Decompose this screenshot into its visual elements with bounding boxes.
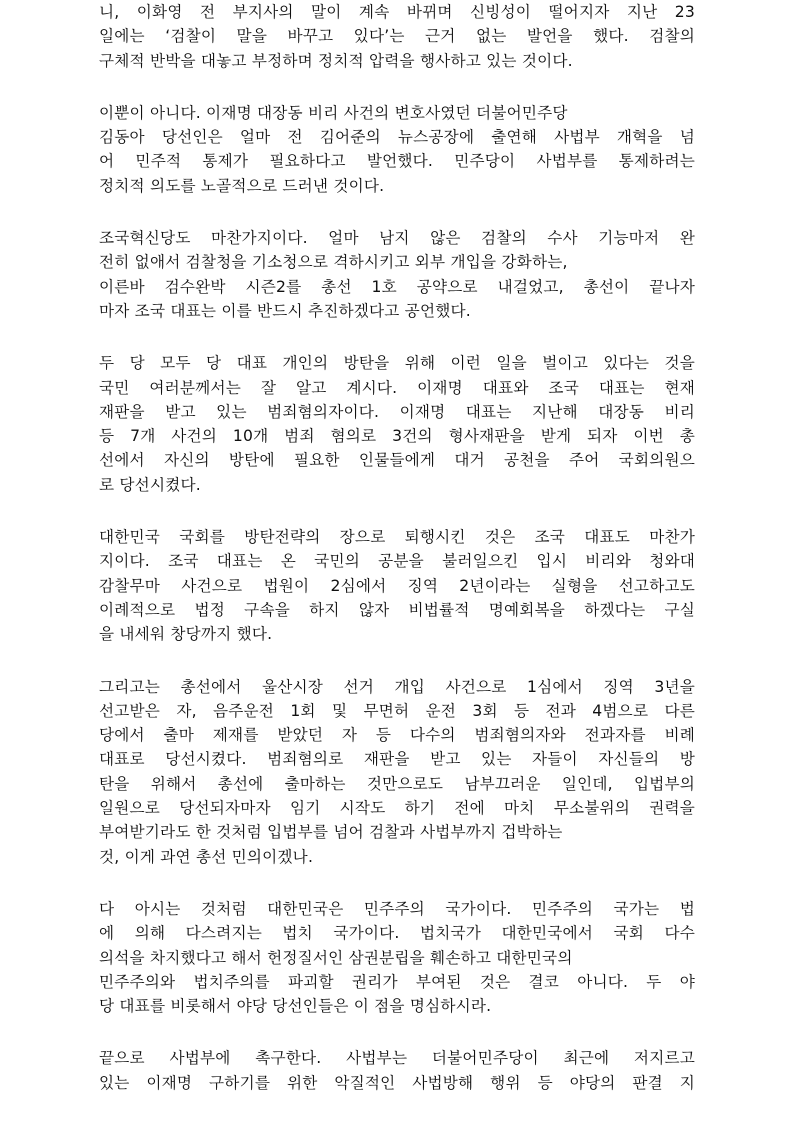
text-line: 정치적 의도를 노골적으로 드러낸 것이다. bbox=[99, 176, 385, 195]
text-line: 재판을 받고 있는 범죄혐의자이다. 이재명 대표는 지난해 대장동 비리 bbox=[99, 402, 695, 421]
body-paragraph bbox=[99, 0, 695, 73]
text-line: 감찰무마 사건으로 법원이 2심에서 징역 2년이라는 실형을 선고하고도 bbox=[99, 576, 695, 595]
text-line: 있는 이재명 구하기를 위한 악질적인 사법방해 행위 등 야당의 판결 지 bbox=[99, 1073, 695, 1092]
body-paragraph bbox=[99, 897, 695, 1018]
text-line: 대한민국 국회를 방탄전략의 장으로 퇴행시킨 것은 조국 대표도 마찬가 bbox=[99, 528, 695, 547]
text-line: 김동아 당선인은 얼마 전 김어준의 뉴스공장에 출연해 사법부 개혁을 넘 bbox=[99, 128, 695, 147]
text-line: 일원으로 당선되자마자 임기 시작도 하기 전에 마치 무소불위의 권력을 bbox=[99, 799, 695, 818]
text-line: 전히 없애서 검찰청을 기소청으로 격하시키고 외부 개입을 강화하는, bbox=[99, 253, 568, 272]
text-line: 당 대표를 비롯해서 야당 당선인들은 이 점을 명심하시라. bbox=[99, 997, 492, 1016]
text-line: 의석을 차지했다고 해서 헌정질서인 삼권분립을 훼손하고 대한민국의 bbox=[99, 948, 573, 967]
text-line: 이뿐이 아니다. 이재명 대장동 비리 사건의 변호사였던 더불어민주당 bbox=[99, 103, 568, 122]
text-line: 조국혁신당도 마찬가지이다. 얼마 남지 않은 검찰의 수사 기능마저 완 bbox=[99, 229, 695, 248]
text-line: 니, 이화영 전 부지사의 말이 계속 바뀌며 신빙성이 떨어지자 지난 23 bbox=[99, 3, 695, 21]
text-line: 끝으로 사법부에 촉구한다. 사법부는 더불어민주당이 최근에 저지르고 bbox=[99, 1049, 695, 1068]
text-line: 국민 여러분께서는 잘 알고 계시다. 이재명 대표와 조국 대표는 현재 bbox=[99, 378, 695, 397]
body-paragraph bbox=[99, 525, 695, 646]
body-paragraph bbox=[99, 675, 695, 869]
text-line: 지이다. 조국 대표는 온 국민의 공분을 불러일으킨 입시 비리와 청와대 bbox=[99, 552, 695, 571]
text-line: 구체적 반박을 대놓고 부정하며 정치적 압력을 행사하고 있는 것이다. bbox=[99, 51, 573, 70]
text-line: 을 내세워 창당까지 했다. bbox=[99, 625, 273, 644]
text-line: 민주주의와 법치주의를 파괴할 권리가 부여된 것은 결코 아니다. 두 야 bbox=[99, 972, 695, 991]
text-line: 그리고는 총선에서 울산시장 선거 개입 사건으로 1심에서 징역 3년을 bbox=[99, 677, 695, 696]
text-line: 탄을 위해서 총선에 출마하는 것만으로도 남부끄러운 일인데, 입법부의 bbox=[99, 774, 695, 793]
text-line: 당에서 출마 제재를 받았던 자 등 다수의 범죄혐의자와 전과자를 비례 bbox=[99, 726, 695, 745]
text-line: 어 민주적 통제가 필요하다고 발언했다. 민주당이 사법부를 통제하려는 bbox=[99, 152, 695, 171]
text-line: 이례적으로 법정 구속을 하지 않자 비법률적 명예회복을 하겠다는 구실 bbox=[99, 600, 695, 619]
text-line: 이른바 검수완박 시즌2를 총선 1호 공약으로 내걸었고, 총선이 끝나자 bbox=[99, 277, 695, 296]
text-line: 다 아시는 것처럼 대한민국은 민주주의 국가이다. 민주주의 국가는 법 bbox=[99, 899, 695, 918]
text-line: 로 당선시켰다. bbox=[99, 475, 201, 494]
text-line: 에 의해 다스려지는 법치 국가이다. 법치국가 대한민국에서 국회 다수 bbox=[99, 924, 695, 943]
text-line: 선에서 자신의 방탄에 필요한 인물들에게 대거 공천을 주어 국회의원으 bbox=[99, 451, 695, 470]
text-line: 두 당 모두 당 대표 개인의 방탄을 위해 이런 일을 벌이고 있다는 것을 bbox=[99, 354, 695, 373]
text-line: 부여받기라도 한 것처럼 입법부를 넘어 검찰과 사법부까지 겁박하는 bbox=[99, 823, 563, 842]
text-line: 대표로 당선시켰다. 범죄혐의로 재판을 받고 있는 자들이 자신들의 방 bbox=[99, 750, 695, 769]
text-line: 마자 조국 대표는 이를 반드시 추진하겠다고 공언했다. bbox=[99, 301, 471, 320]
text-line: 일에는 ‘검찰이 말을 바꾸고 있다’는 근거 없는 발언을 했다. 검찰의 bbox=[99, 27, 695, 46]
body-paragraph bbox=[99, 101, 695, 198]
text-line: 선고받은 자, 음주운전 1회 및 무면허 운전 3회 등 전과 4범으로 다른 bbox=[99, 701, 695, 720]
body-paragraph bbox=[99, 1046, 695, 1095]
text-line: 것, 이게 과연 총선 민의이겠나. bbox=[99, 847, 314, 866]
body-paragraph bbox=[99, 351, 695, 497]
body-paragraph bbox=[99, 226, 695, 323]
text-line: 등 7개 사건의 10개 범죄 혐의로 3건의 형사재판을 받게 되자 이번 총 bbox=[99, 427, 695, 446]
document-page bbox=[99, 0, 695, 1123]
